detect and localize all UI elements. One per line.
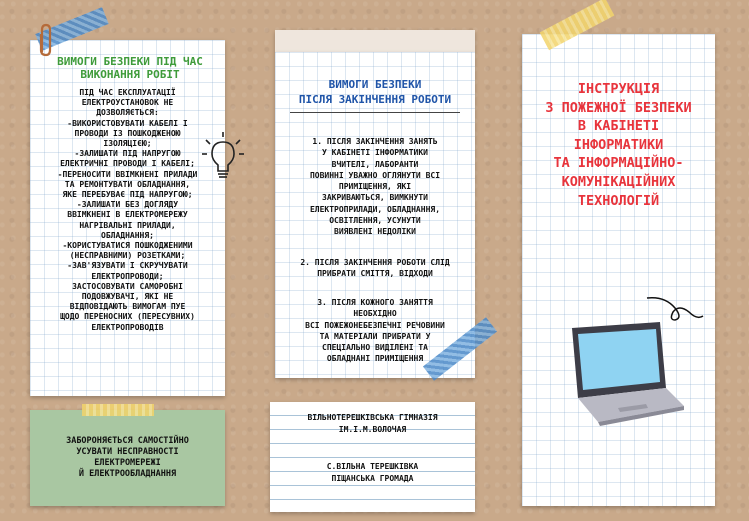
note-line-1: ВІЛЬНОТЕРЕШКІВСЬКА ГІМНАЗІЯ xyxy=(307,413,438,422)
middle-title-2: ПІСЛЯ ЗАКІНЧЕННЯ РОБОТИ xyxy=(298,93,452,106)
note-line-3: С.ВІЛЬНА ТЕРЕШКІВКА xyxy=(326,462,419,471)
laptop-icon xyxy=(548,318,688,426)
right-title xyxy=(522,80,715,210)
middle-item-2-line: 2. ПІСЛЯ ЗАКІНЧЕННЯ РОБОТИ СЛІД xyxy=(300,258,450,267)
right-title-line: ТА ІНФОРМАЦІЙНО- xyxy=(553,155,684,172)
left-body-line: -КОРИСТУВАТИСЯ ПОШКОДЖЕНИМИ xyxy=(62,241,193,251)
green-body xyxy=(36,436,219,480)
middle-item-1-line: У КАБІНЕТІ ІНФОРМАТИКИ xyxy=(322,148,428,158)
green-body-line: УСУВАТИ НЕСПРАВНОСТІ xyxy=(76,447,179,457)
middle-item-1-line: ПОВИННІ УВАЖНО ОГЛЯНУТИ ВСІ xyxy=(309,170,441,180)
green-body-line: ЕЛЕКТРОМЕРЕЖІ xyxy=(94,458,161,468)
middle-item-3-line: ВСІ ПОЖЕЖОНЕБЕЗПЕЧНІ РЕЧОВИНИ xyxy=(305,320,445,330)
middle-item-3-line: ОБЛАДНАНІ ПРИМІЩЕННЯ xyxy=(326,354,424,364)
left-title: ВИМОГИ БЕЗПЕКИ ПІД ЧАС ВИКОНАННЯ РОБІТ xyxy=(57,55,203,81)
middle-item-1-line: ВИЯВЛЕНІ НЕДОЛІКИ xyxy=(334,227,416,237)
right-title-line: КОМУНІКАЦІЙНИХ xyxy=(561,173,676,190)
right-title-line: ІНФОРМАТИКИ xyxy=(573,136,664,153)
green-body-line: Й ЕЛЕКТРООБЛАДНАННЯ xyxy=(78,469,177,479)
left-body-line: (НЕСПРАВНИМИ) РОЗЕТКАМИ; xyxy=(69,251,186,261)
note-line-4: ПІЩАНСЬКА ГРОМАДА xyxy=(331,474,414,483)
middle-item-3-line: 3. ПІСЛЯ КОЖНОГО ЗАНЯТТЯ xyxy=(317,298,433,307)
left-body-line: ІЗОЛЯЦІЄЮ; xyxy=(103,139,152,149)
left-body-line: ЕЛЕКТРОПРОВОДИ; xyxy=(91,271,164,281)
left-body-line: ВВІМКНЕНІ В ЕЛЕКТРОМЕРЕЖУ xyxy=(67,210,188,220)
middle-divider-1 xyxy=(290,112,460,113)
left-body-line: ТА РЕМОНТУВАТИ ОБЛАДНАННЯ, xyxy=(64,179,191,189)
left-body-line: ВІДПОВІДАЮТЬ ВИМОГАМ ПУЕ xyxy=(69,302,186,312)
middle-title-1: ВИМОГИ БЕЗПЕКИ xyxy=(328,78,422,91)
left-body-line: -ЗАЛИШАТИ ПІД НАПРУГОЮ xyxy=(74,149,181,159)
middle-item-1-line: ОСВІТЛЕННЯ, УСУНУТИ xyxy=(329,216,421,226)
tape-green xyxy=(82,404,154,416)
left-body-line: ЕЛЕКТРОУСТАНОВОК НЕ xyxy=(81,98,174,108)
middle-item-1-line: ЕЛЕКТРОПРИЛАДИ, ОБЛАДНАННЯ, xyxy=(309,204,441,214)
left-body-line: -ЗАВ'ЯЗУВАТИ І СКРУЧУВАТИ xyxy=(67,261,188,271)
left-body-line: -ПЕРЕНОСИТИ ВВІМКНЕНІ ПРИЛАДИ xyxy=(57,169,198,179)
left-body-line: ЗАСТОСОВУВАТИ САМОРОБНІ xyxy=(72,281,183,291)
left-body-line: НАГРІВАЛЬНІ ПРИЛАДИ, xyxy=(79,220,176,230)
left-body-line: ПОДОВЖУВАЧІ, ЯКІ НЕ xyxy=(81,292,174,302)
middle-item-1 xyxy=(280,136,470,238)
left-body-line: ЯКЕ ПЕРЕБУВАЄ ПІД НАПРУГОЮ; xyxy=(62,190,193,200)
right-title-line: В КАБІНЕТІ xyxy=(577,118,660,135)
left-body xyxy=(40,88,215,333)
left-body-line: ЕЛЕКТРИЧНІ ПРОВОДИ І КАБЕЛІ; xyxy=(60,159,195,169)
middle-item-2-line: ПРИБРАТИ СМІТТЯ, ВІДХОДИ xyxy=(317,269,433,279)
left-body-line: -ЗАЛИШАТИ БЕЗ ДОГЛЯДУ xyxy=(76,200,179,210)
middle-item-2 xyxy=(280,257,470,280)
left-body-line: -ВИКОРИСТОВУВАТИ КАБЕЛІ І xyxy=(67,118,188,128)
middle-item-1-line: ЗАКРИВАЮТЬСЯ, ВИМКНУТИ xyxy=(322,193,428,203)
middle-item-3-line: ТА МАТЕРІАЛИ ПРИБРАТИ У xyxy=(319,331,431,341)
middle-item-1-line: ПРИМІЩЕННЯ, ЯКІ xyxy=(338,182,412,192)
left-body-line: ЕЛЕКТРОПРОВОДІВ xyxy=(91,322,164,332)
green-body-line: ЗАБОРОНЯЄТЬСЯ САМОСТІЙНО xyxy=(66,436,189,446)
panel-middle-tab xyxy=(275,30,475,52)
paperclip-icon xyxy=(36,22,56,58)
left-body-line: ДОЗВОЛЯЄТЬСЯ: xyxy=(96,108,159,118)
left-body-line: ПІД ЧАС ЕКСПЛУАТАЦІЇ xyxy=(79,88,176,97)
note-line-2: ІМ.І.М.ВОЛОЧАЯ xyxy=(338,425,407,434)
middle-item-3-line: СПЕЦІАЛЬНО ВИДІЛЕНІ ТА xyxy=(322,343,428,353)
right-title-line: З ПОЖЕЖНОЇ БЕЗПЕКИ xyxy=(545,99,692,116)
middle-item-1-line: 1. ПІСЛЯ ЗАКІНЧЕННЯ ЗАНЯТЬ xyxy=(312,137,438,146)
left-body-line: ЩОДО ПЕРЕНОСНИХ (ПЕРЕСУВНИХ) xyxy=(60,312,195,322)
left-body-line: ОБЛАДНАННЯ; xyxy=(101,230,154,240)
left-body-line: ПРОВОДИ ІЗ ПОШКОДЖЕНОЮ xyxy=(74,128,181,138)
lightbulb-icon xyxy=(200,130,246,182)
middle-item-1-line: ВЧИТЕЛІ, ЛАБОРАНТИ xyxy=(331,159,419,169)
right-title-line: ІНСТРУКЦІЯ xyxy=(577,81,660,97)
right-title-line: ТЕХНОЛОГІЙ xyxy=(577,192,660,209)
middle-item-3-line: НЕОБХІДНО xyxy=(353,309,397,319)
